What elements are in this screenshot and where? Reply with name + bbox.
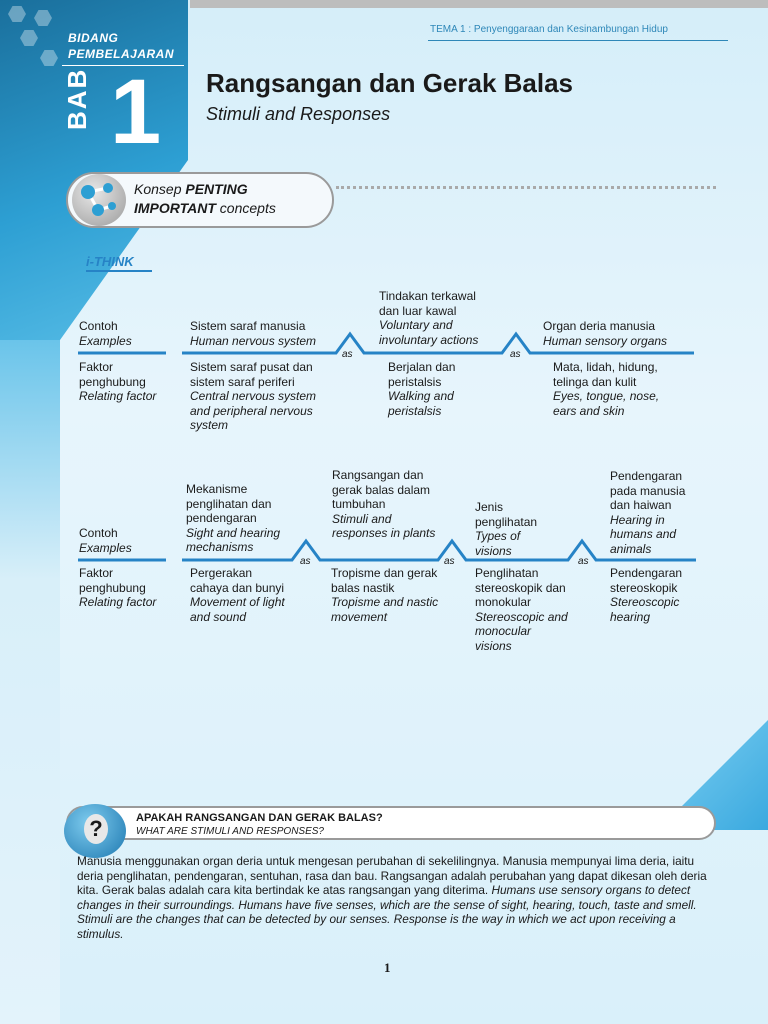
- relating-factor-item: Pergerakan cahaya dan bunyi Movement of light and sound: [190, 566, 285, 624]
- chapter-label: BAB: [62, 67, 92, 130]
- example-item: Sistem saraf manusia Human nervous system: [190, 319, 317, 348]
- relating-factor-item: Sistem saraf pusat dan sistem saraf periferi Central nervous system and peripheral nervous system: [190, 360, 317, 433]
- relating-factor-item: Penglihatan stereoskopik dan monokular Stereoscopic and monocular visions: [475, 566, 568, 653]
- relating-factor-item: Pendengaran stereoskopik Stereoscopic hearing: [610, 566, 683, 624]
- as-connector: as: [342, 349, 353, 360]
- example-item: Mekanisme penglihatan dan pendengaran Sight and hearing mechanisms: [186, 482, 281, 555]
- as-connector: as: [444, 556, 455, 567]
- important-concepts-title: Konsep PENTING IMPORTANT concepts: [134, 181, 276, 216]
- example-item: Tindakan terkawal dan luar kawal Voluntary and involuntary actions: [379, 289, 479, 347]
- example-item: Jenis penglihatan Types of visions: [475, 500, 538, 558]
- section-heading: APAKAH RANGSANGAN DAN GERAK BALAS?: [136, 812, 383, 824]
- as-connector: as: [300, 556, 311, 567]
- body-paragraph: [77, 854, 717, 942]
- example-item: Pendengaran pada manusia dan haiwan Hearing in humans and animals: [610, 469, 686, 556]
- row-label-examples: Contoh Examples: [79, 526, 132, 555]
- paragraph-english: Humans use sensory organs to detect changes in their surroundings. Humans have five senses, which are the sense of sight, hearing, touch, taste and smell. Stimuli are the changes that can be detected by our senses. Response is the way in which we act upon receiving a stimulus.: [77, 883, 697, 941]
- ithink-label: i-THINK: [86, 254, 134, 269]
- chapter-number: 1: [110, 61, 162, 163]
- example-item: Organ deria manusia Human sensory organs: [543, 319, 668, 348]
- relating-factor-item: Tropisme dan gerak balas nastik Tropisme and nastic movement: [331, 566, 439, 624]
- theme-label: TEMA 1 : Penyenggaraan dan Kesinambungan Hidup: [430, 24, 668, 35]
- row-label-examples: Contoh Examples: [79, 319, 132, 348]
- row-label-relating-factor: Faktor penghubung Relating factor: [79, 566, 157, 610]
- page-title: Rangsangan dan Gerak Balas: [206, 68, 574, 98]
- as-connector: as: [510, 349, 521, 360]
- page-subtitle: Stimuli and Responses: [206, 104, 391, 124]
- relating-factor-item: Mata, lidah, hidung, telinga dan kulit Eyes, tongue, nose, ears and skin: [553, 360, 660, 418]
- as-connector: as: [578, 556, 589, 567]
- learning-area-label: BIDANG PEMBELAJARAN: [68, 31, 175, 61]
- relating-factor-item: Berjalan dan peristalsis Walking and peristalsis: [388, 360, 456, 418]
- paragraph-malay: Manusia menggunakan organ deria untuk mengesan perubahan di sekelilingnya. Manusia mempunyai lima deria, iaitu deria penglihatan, pendengaran, sentuhan, rasa dan bau. Rangsangan adalah perubahan yang dapat dikesan oleh deria kita. Gerak balas adalah cara kita bertindak ke atas rangsangan yang diterima.: [77, 854, 707, 898]
- row-label-relating-factor: Faktor penghubung Relating factor: [79, 360, 157, 404]
- section-subheading: WHAT ARE STIMULI AND RESPONSES?: [136, 826, 324, 837]
- example-item: Rangsangan dan gerak balas dalam tumbuhan Stimuli and responses in plants: [332, 468, 436, 541]
- question-mark-icon: ?: [84, 814, 108, 844]
- page-number: 1: [384, 960, 391, 975]
